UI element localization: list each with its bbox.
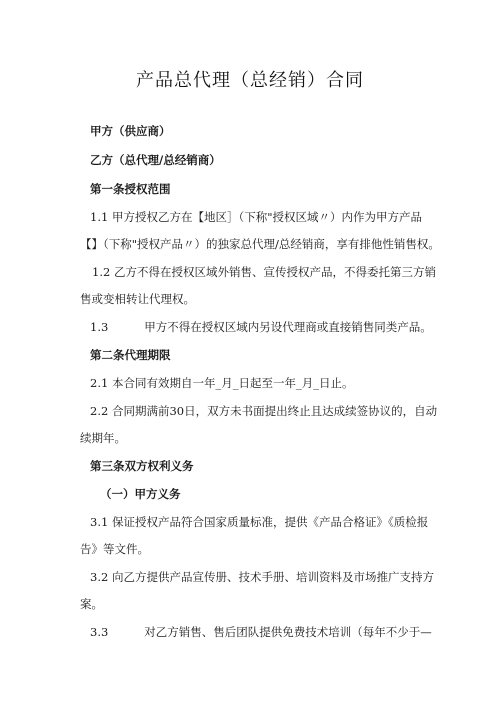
article-3-heading: 第三条双方权利义务: [90, 459, 194, 473]
clause-1-1-line-2: 【】（下称"授权产品〃）的独家总代理/总经销商，享有排他性销售权。: [80, 237, 440, 251]
article-2-heading: 第二条代理期限: [90, 348, 171, 362]
clause-3-3-text: 对乙方销售、售后团队提供免费技术培训（每年不少于—: [144, 625, 432, 639]
clause-3-3-number: 3.3: [90, 625, 109, 639]
clause-2-2-line-2: 续期年。: [80, 431, 126, 445]
clause-3-2-line-2: 案。: [80, 597, 103, 611]
article-1-heading: 第一条授权范围: [90, 182, 171, 196]
clause-1-2-line-2: 售或变相转让代理权。: [80, 292, 195, 306]
clause-3-3: [90, 625, 432, 639]
section-a-heading: （一）甲方义务: [100, 487, 181, 501]
clause-1-1-line-1: 1.1 甲方授权乙方在【地区］（下称"授权区域〃）内作为甲方产品: [90, 210, 422, 224]
clause-1-2-line-1: 1.2 乙方不得在授权区域外销售、宣传授权产品，不得委托第三方销: [92, 265, 436, 279]
clause-3-2-line-1: 3.2 向乙方提供产品宣传册、技术手册、培训资料及市场推广支持方: [90, 570, 434, 584]
clause-3-1-line-2: 告》等文件。: [80, 542, 149, 556]
clause-1-3-text: 甲方不得在授权区域内另设代理商或直接销售同类产品。: [144, 320, 432, 334]
clause-1-3-number: 1.3: [90, 320, 109, 334]
clause-3-1-line-1: 3.1 保证授权产品符合国家质量标准，提供《产品合格证》《质检报: [90, 515, 429, 529]
document-title: 产品总代理（总经销）合同: [136, 70, 364, 91]
party-b-label: 乙方（总代理/总经销商）: [90, 153, 221, 167]
clause-1-3: [90, 320, 432, 334]
clause-2-1: 2.1 本合同有效期自一年_月_日起至一年_月_日止。: [90, 376, 354, 390]
party-a-label: 甲方（供应商）: [90, 124, 171, 138]
clause-2-2-line-1: 2.2 合同期满前30日，双方未书面提出终止且达成续签协议的，自动: [90, 404, 438, 418]
